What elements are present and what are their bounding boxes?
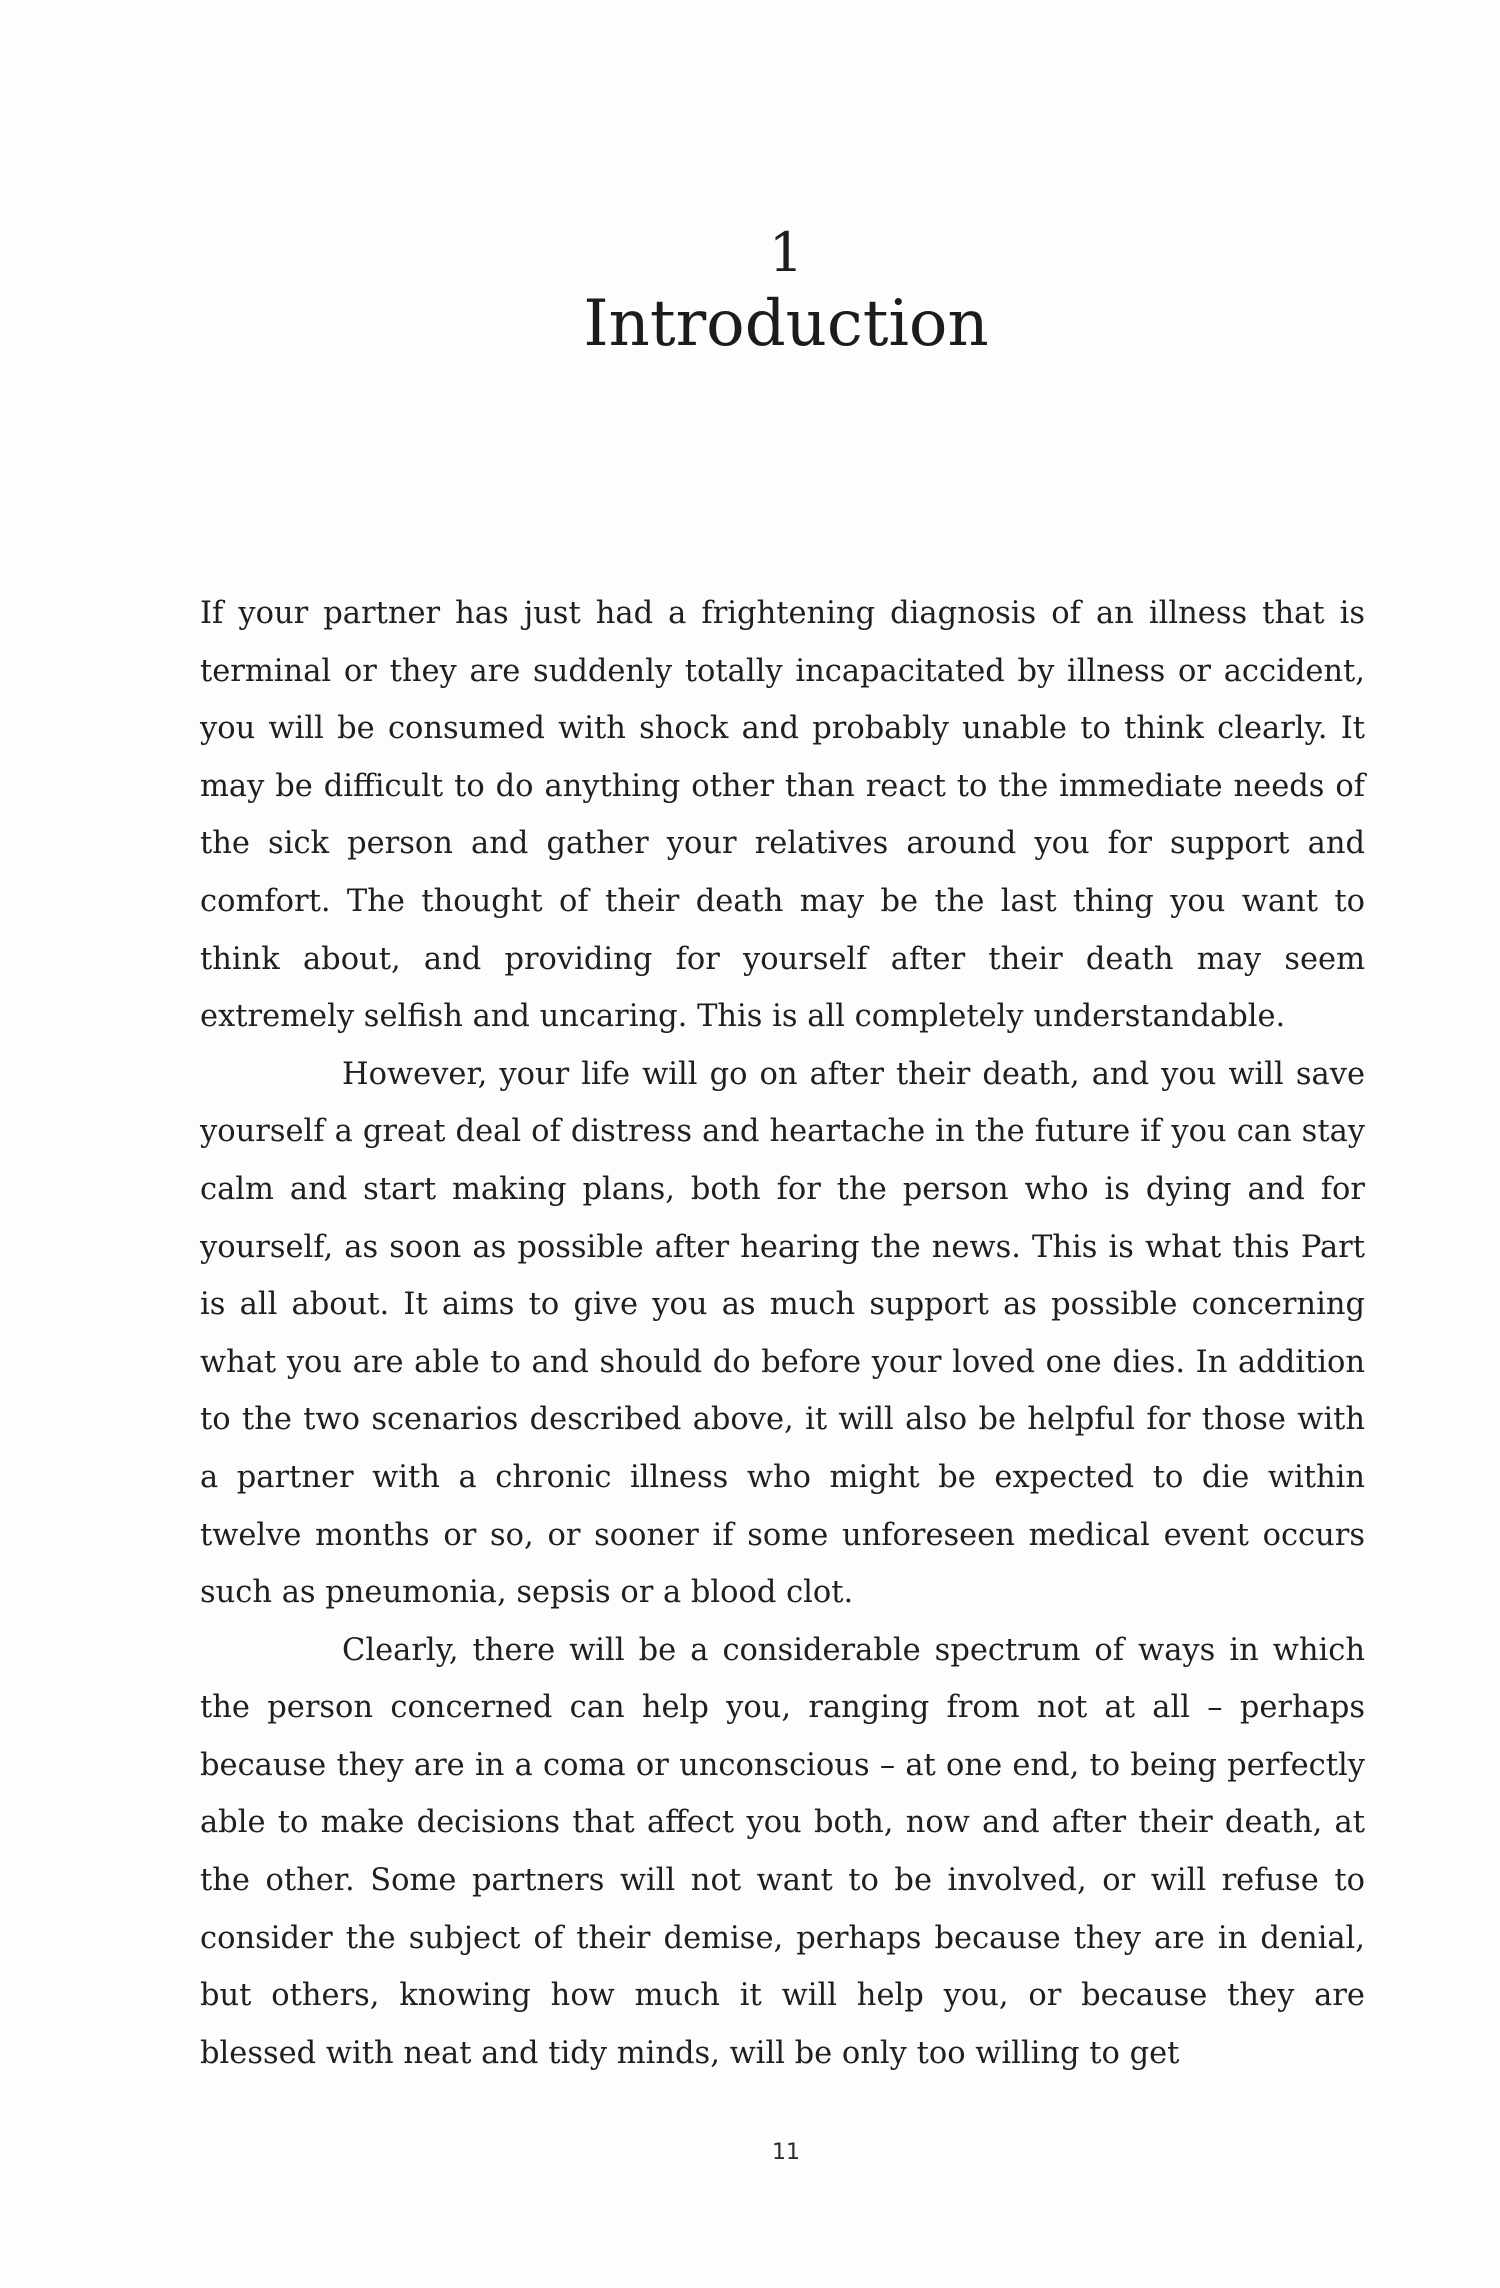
paragraph-2: However, your life will go on after their death, and you will save yourself a great deal of distress and heartache in the future if you can stay calm and start making plans, both for the person who is dying and for yourself, as soon as possible after hearing the news. This is what this Part is all about. It aims to give you as much support as possible concerning what you are able to and should do before your loved one dies. In addition to the two scenarios described above, it will also be helpful for those with a partner with a chronic illness who might be expected to die within twelve months or so, or sooner if some unforeseen medical event occurs such as pneumonia, sepsis or a blood clot.: [200, 1056, 1365, 1611]
chapter-number: 1: [768, 221, 804, 284]
paragraph-3: Clearly, there will be a considerable spectrum of ways in which the person concerned can help you, ranging from not at all – perhaps because they are in a coma or unconscious – at one end, to being perfectly able to make decisions that affect you both, now and after their death, at the other. Some partners will not want to be involved, or will refuse to consider the subject of their demise, perhaps because they are in denial, but others, knowing how much it will help you, or because they are blessed with neat and tidy minds, will be only too willing to get: [200, 1632, 1365, 2071]
paragraph-1: If your partner has just had a frightening diagnosis of an illness that is terminal or they are suddenly totally incapacitated by illness or accident, you will be consumed with shock and probably unable to think clearly. It may be difficult to do anything other than react to the immediate needs of the sick person and gather your relatives around you for support and comfort. The thought of their death may be the last thing you want to think about, and providing for yourself after their death may seem extremely selfish and uncaring. This is all completely understandable.: [200, 596, 1365, 1035]
chapter-title: Introduction: [583, 287, 989, 361]
page-number: 11: [772, 2140, 800, 2165]
body-text: [200, 585, 1365, 2082]
